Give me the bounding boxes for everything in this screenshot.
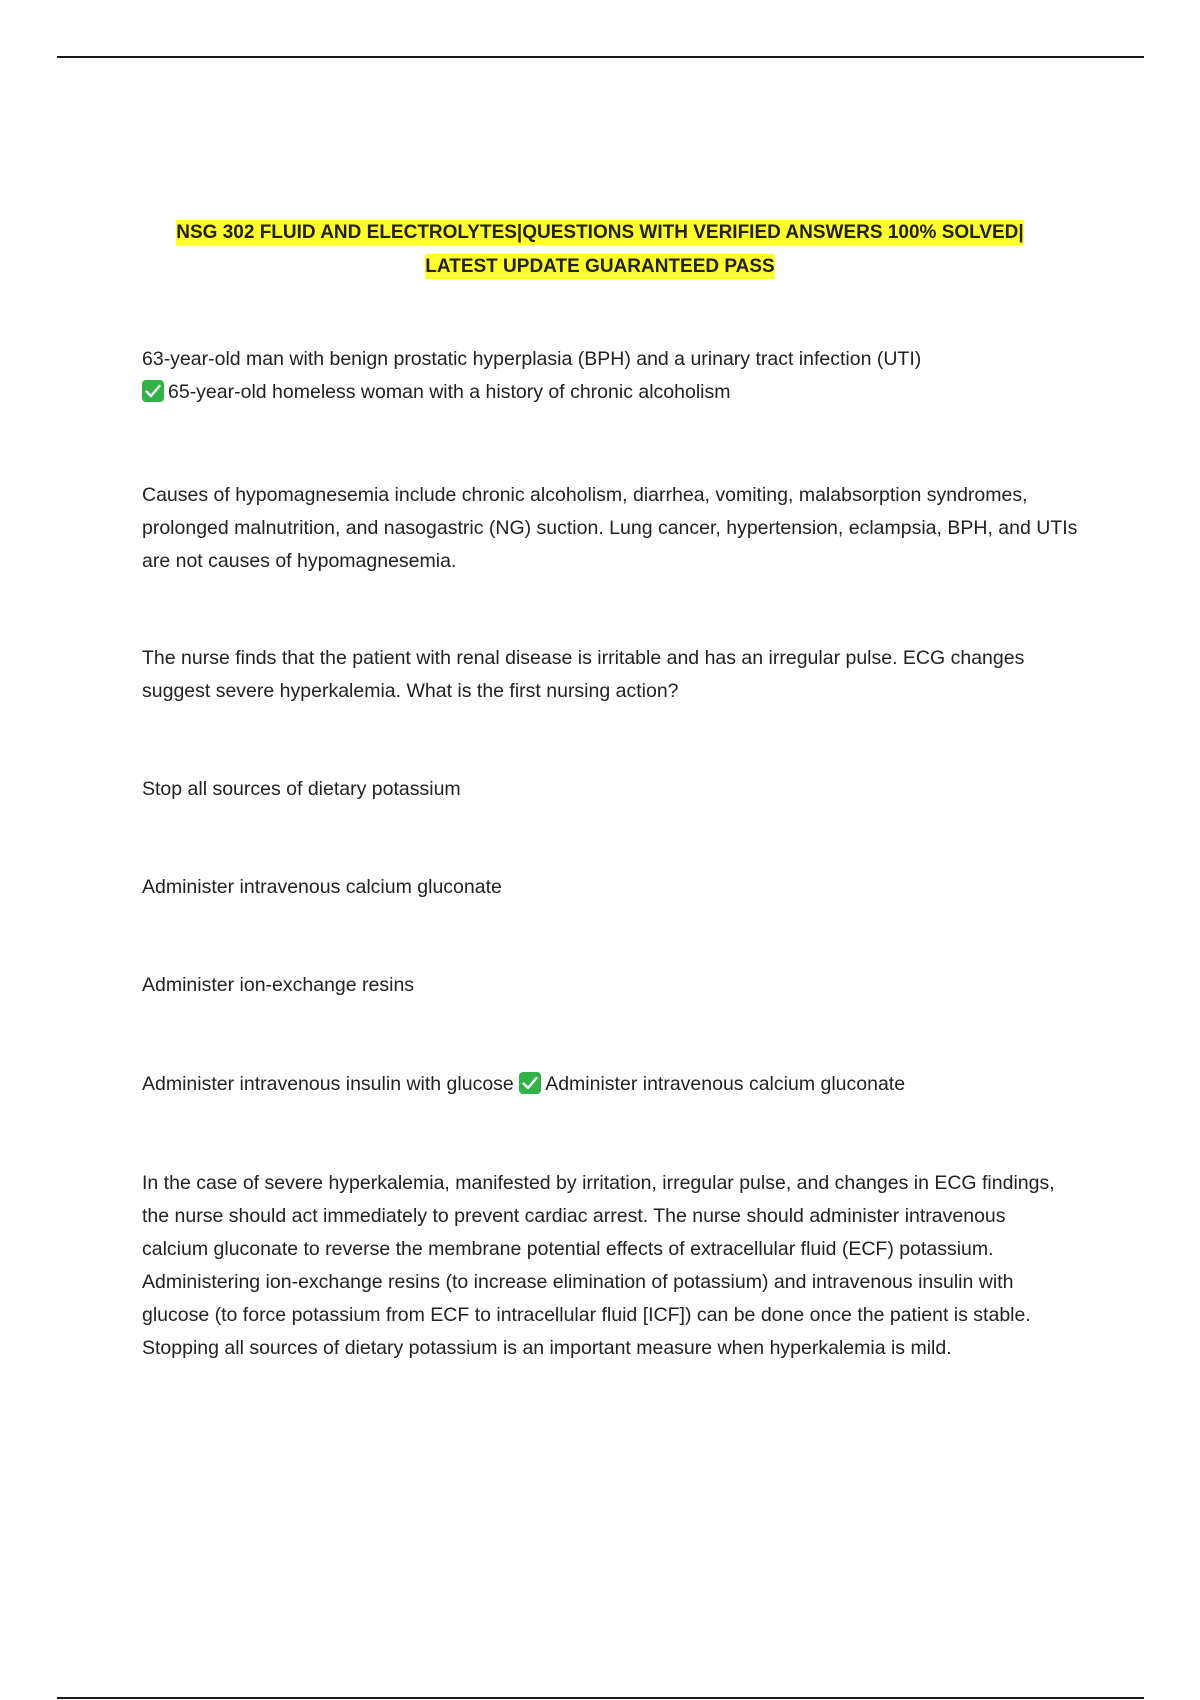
q1-option: 63-year-old man with benign prostatic hyperplasia (BPH) and a urinary tract infection (UTI) [142,348,922,370]
q2-option-1: Stop all sources of dietary potassium [142,778,461,800]
title-line-2: LATEST UPDATE GUARANTEED PASS [425,256,775,277]
bottom-rule [57,1697,1144,1699]
document-title [60,216,1140,284]
q1-explanation: Causes of hypomagnesemia include chronic alcoholism, diarrhea, vomiting, malabsorption syndromes, prolonged malnutrition, and nasogastric (NG) suction. Lung cancer, hypertension, eclampsia, BPH, and UTIs are not causes of hypomagnesemia. [142,484,1078,572]
q2-answer: Administer intravenous calcium gluconate [545,1073,906,1095]
q2-option-4: Administer intravenous insulin with glucose [142,1073,514,1095]
q2-explanation: In the case of severe hyperkalemia, manifested by irritation, irregular pulse, and changes in ECG findings, the nurse should act immediately to prevent cardiac arrest. The nurse should administer intravenous calcium gluconate to reverse the membrane potential effects of extracellular fluid (ECF) potassium. Administering ion-exchange resins (to increase elimination of potassium) and intravenous insulin with glucose (to force potassium from ECF to intracellular fluid [ICF]) can be done once the patient is stable. Stopping all sources of dietary potassium is an important measure when hyperkalemia is mild. [142,1172,1055,1359]
check-mark-icon [519,1072,541,1094]
q2-option-2: Administer intravenous calcium gluconate [142,876,502,898]
q2-answer-line [142,1068,1082,1101]
q2-option-3: Administer ion-exchange resins [142,974,415,996]
check-mark-icon [142,380,164,402]
title-line-1: NSG 302 FLUID AND ELECTROLYTES|QUESTIONS WITH VERIFIED ANSWERS 100% SOLVED| [176,222,1024,243]
q1-block [142,343,1082,409]
top-rule [57,56,1144,58]
q2-question: The nurse finds that the patient with renal disease is irritable and has an irregular pulse. ECG changes suggest severe hyperkalemia. What is the first nursing action? [142,647,1025,702]
q1-answer: 65-year-old homeless woman with a history of chronic alcoholism [168,381,731,403]
